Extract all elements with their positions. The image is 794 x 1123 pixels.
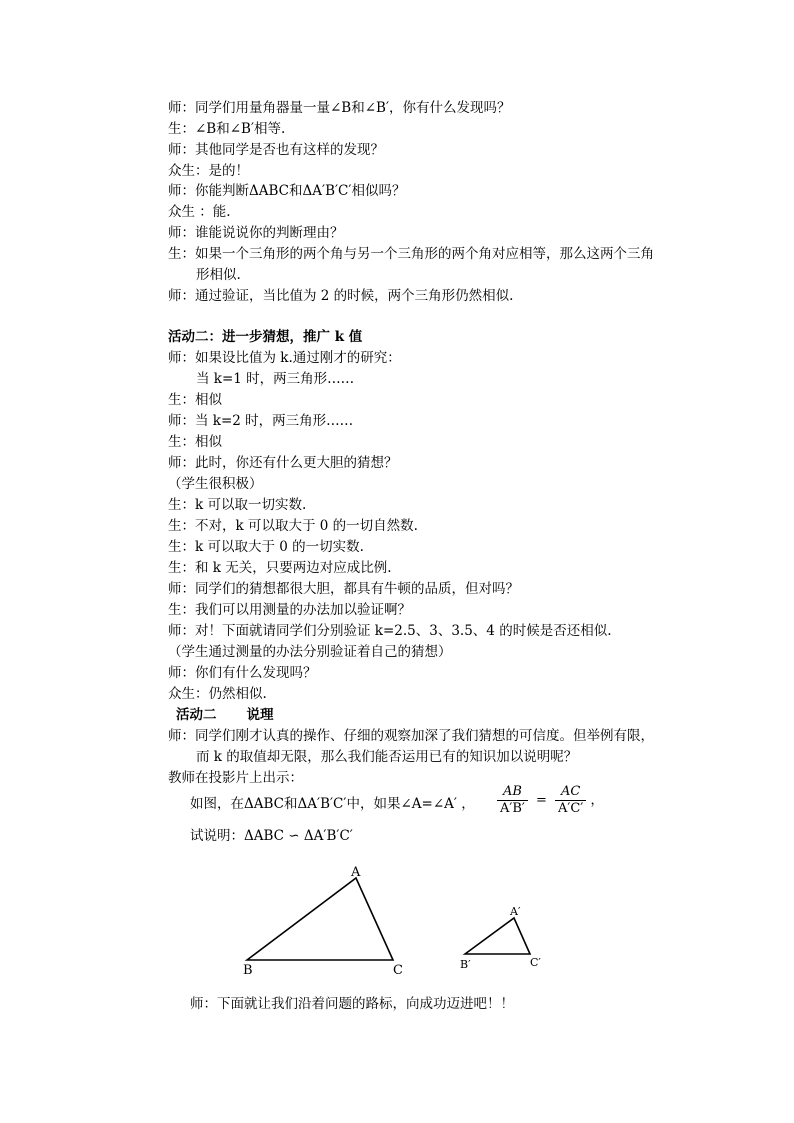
vertex-label-c-prime: C′ <box>530 956 541 969</box>
comma: ， <box>590 792 604 808</box>
text-line: 生：k 可以取一切实数. <box>168 497 307 513</box>
vertex-label-a: A <box>351 865 361 880</box>
problem-question: 试说明：ΔABC ∽ ΔA′B′C′ <box>190 828 353 844</box>
section-heading: 活动二：进一步猜想，推广 k 值 <box>168 329 363 345</box>
fraction-denominator: A′C′ <box>558 801 584 816</box>
fraction-denominator: A′B′ <box>500 801 525 816</box>
text-line: 师：谁能说说你的判断理由？ <box>168 225 344 241</box>
text-line: 师：此时，你还有什么更大胆的猜想？ <box>168 455 398 471</box>
text-line: （学生通过测量的办法分别验证着自己的猜想） <box>168 644 452 660</box>
text-line: 众生 ：能. <box>168 204 231 220</box>
problem-statement: 如图，在ΔABC和ΔA′B′C′中，如果∠A=∠A′ ， <box>190 796 475 812</box>
text-line: 师：下面就让我们沿着问题的路标，向成功迈进吧！！ <box>190 996 514 1012</box>
text-line: 师：你能判断ΔABC和ΔA′B′C′相似吗？ <box>168 183 406 199</box>
heading-part: 活动二 <box>176 707 217 723</box>
triangle-abc <box>247 878 393 960</box>
triangle-a2b2c2 <box>465 918 530 954</box>
vertex-label-a-prime: A′ <box>510 905 521 918</box>
text-line: 而 k 的取值却无限，那么我们能否运用已有的知识加以说明呢？ <box>196 749 578 765</box>
equals-sign: = <box>536 792 547 808</box>
text-line: 生：不对，k 可以取大于 0 的一切自然数. <box>168 518 418 534</box>
text-line: 师：其他同学是否也有这样的发现？ <box>168 142 384 158</box>
fraction-numerator: AB <box>497 784 528 801</box>
text-line: 众生：是的！ <box>168 163 249 179</box>
text-line: 生：k 可以取大于 0 的一切实数. <box>168 539 364 555</box>
text-line: 师：你们有什么发现吗？ <box>168 665 317 681</box>
text-line: 生：相似 <box>168 434 222 450</box>
text-line: 生：相似 <box>168 392 222 408</box>
text-line: 师：同学们用量角器量一量∠B和∠B′，你有什么发现吗？ <box>168 100 511 116</box>
text-line: 师：同学们的猜想都很大胆，都具有牛顿的品质，但对吗？ <box>168 581 519 597</box>
text-line: 生：和 k 无关，只要两边对应成比例. <box>168 560 392 576</box>
fraction-numerator: AC <box>555 784 586 801</box>
text-line: 师：通过验证，当比值为 2 的时候，两个三角形仍然相似. <box>168 288 514 304</box>
text-line: 师：如果设比值为 k.通过刚才的研究： <box>168 350 401 366</box>
text-line: 形相似. <box>196 267 241 283</box>
heading-part: 说理 <box>246 707 274 723</box>
text-line: 师：当 k=2 时，两三角形…… <box>168 413 354 429</box>
text-line: 众生：仍然相似. <box>168 686 267 702</box>
text-line: 教师在投影片上出示： <box>168 770 303 786</box>
text-line: 当 k=1 时，两三角形…… <box>196 371 355 387</box>
text-line: 师：同学们刚才认真的操作、仔细的观察加深了我们猜想的可信度。但举例有限， <box>168 728 654 744</box>
text-line: 生：我们可以用测量的办法加以验证啊？ <box>168 602 411 618</box>
vertex-label-c: C <box>393 963 403 978</box>
vertex-label-b: B <box>243 963 253 978</box>
text-line: 生：∠B和∠B′相等. <box>168 121 286 137</box>
text-line: （学生很积极） <box>168 476 263 492</box>
text-line: 生：如果一个三角形的两个角与另一个三角形的两个角对应相等，那么这两个三角 <box>168 246 654 262</box>
vertex-label-b-prime: B′ <box>460 958 471 971</box>
text-line: 师：对！下面就请同学们分别验证 k=2.5、3、3.5、4 的时候是否还相似. <box>168 623 612 639</box>
